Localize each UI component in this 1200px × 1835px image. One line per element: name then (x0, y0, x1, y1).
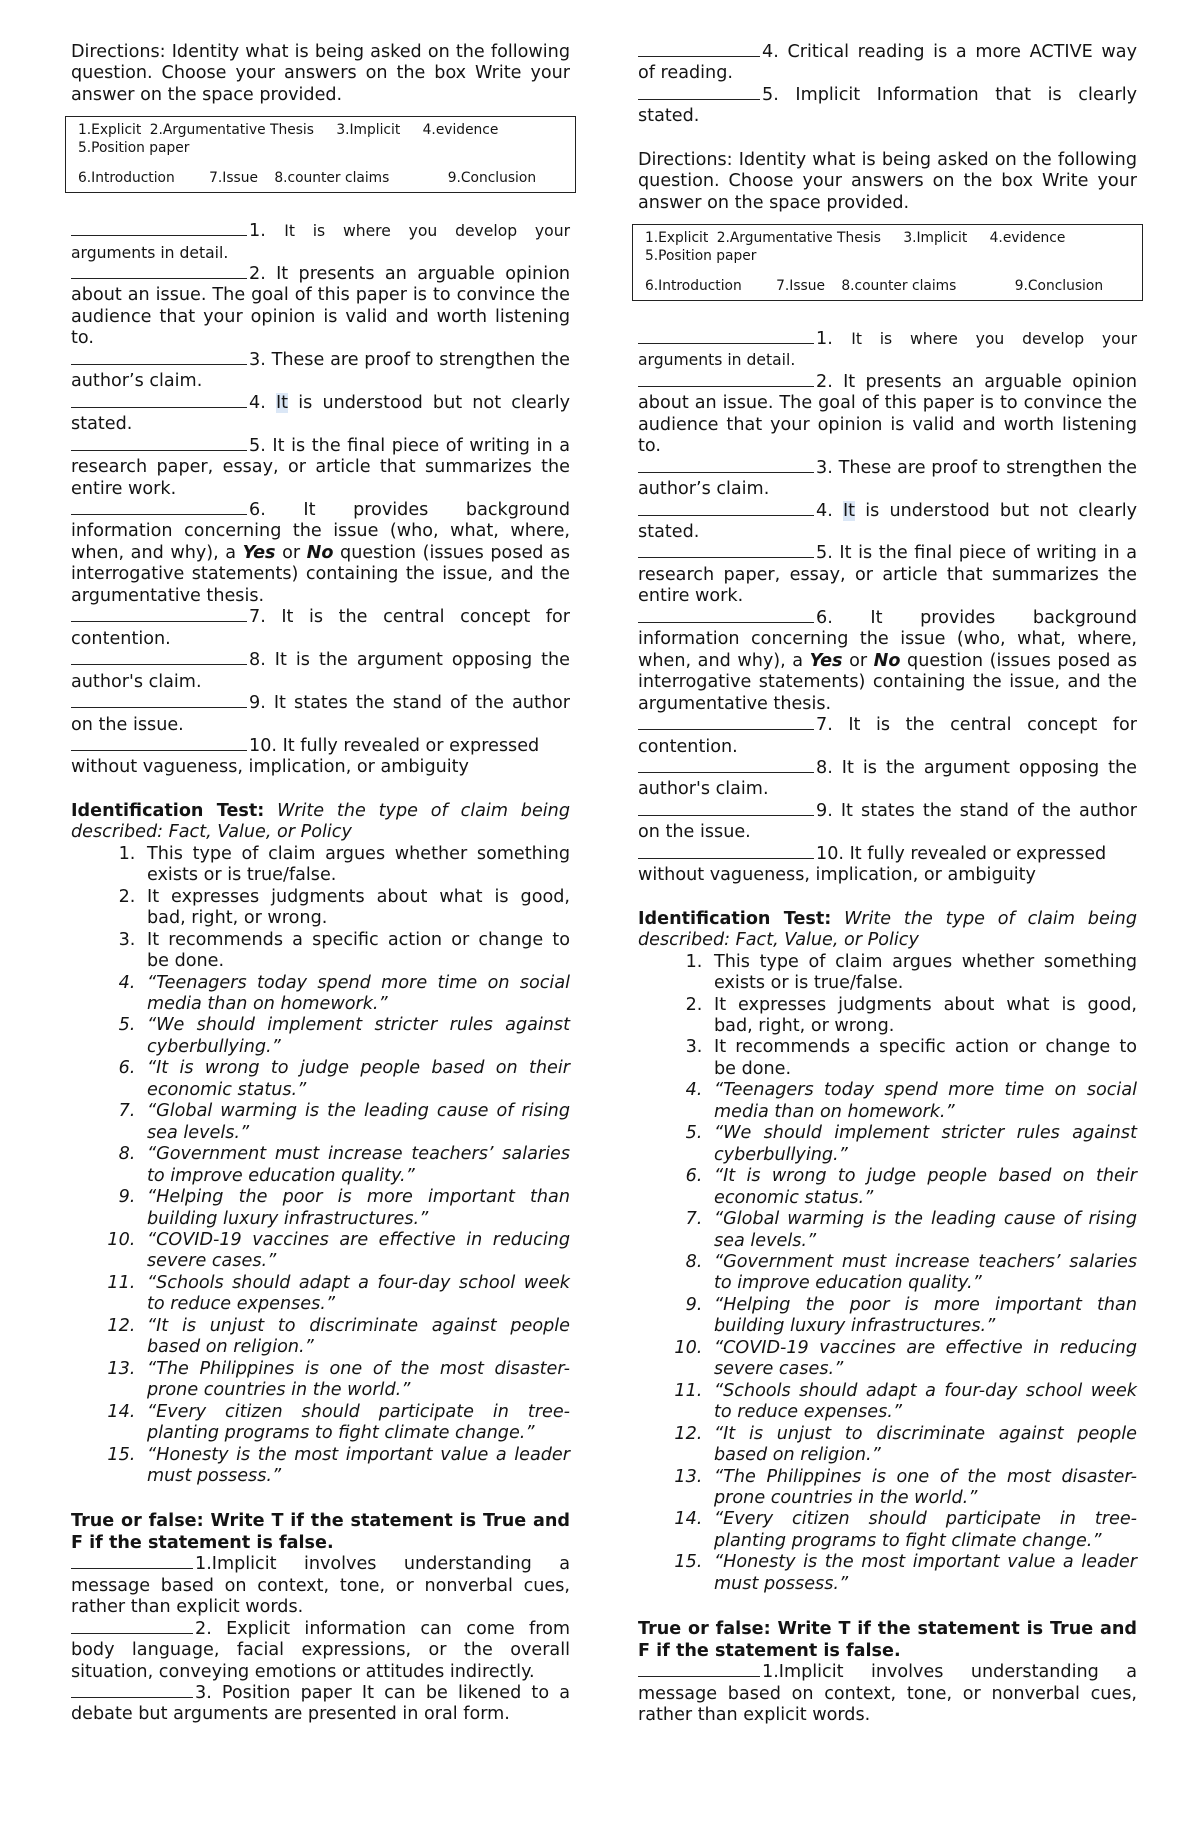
choices-row-3 (645, 278, 1130, 296)
list-item: 10. “COVID-19 vaccines are effective in reducing severe cases.” (141, 1230, 570, 1273)
answer-blank[interactable] (71, 650, 247, 665)
answer-blank[interactable] (638, 543, 814, 558)
answer-blank[interactable] (638, 42, 760, 57)
list-item: 2. It expresses judgments about what is good, bad, right, or wrong. (141, 887, 570, 930)
choice-implicit: 3.Implicit (336, 122, 401, 139)
choice-introduction: 6.Introduction (645, 278, 742, 295)
choice-conclusion: 9.Conclusion (447, 170, 537, 187)
list-item: 4. “Teenagers today spend more time on social media than on homework.” (141, 973, 570, 1016)
match-item-8: 8. It is the argument opposing the author's claim. (71, 650, 570, 692)
match-item-8: 8. It is the argument opposing the author's claim. (638, 758, 1137, 800)
match-item-4: 4. It is understood but not clearly stated. (638, 500, 1137, 543)
list-item: 15. “Honesty is the most important value a leader must possess.” (141, 1445, 570, 1488)
match-item-4: 4. It is understood but not clearly stated. (71, 392, 570, 435)
directions-repeat: Directions: Identity what is being asked on the following question. Choose your answers on the box Write your answer on the space provided. (638, 149, 1137, 213)
answer-blank[interactable] (638, 801, 814, 816)
identification-list (638, 952, 1137, 1596)
answer-blank[interactable] (638, 1662, 760, 1677)
identification-instructions: Identification Test: Write the type of claim being described: Fact, Value, or Policy (638, 908, 1137, 951)
match-item-7: 7. It is the central concept for contention. (71, 607, 570, 649)
tf-item-3: 3. Position paper It can be likened to a debate but arguments are presented in oral form. (71, 1683, 570, 1725)
choice-conclusion: 9.Conclusion (1014, 278, 1104, 295)
answer-blank[interactable] (638, 715, 814, 730)
list-item: 10. “COVID-19 vaccines are effective in reducing severe cases.” (708, 1338, 1137, 1381)
list-item: 13. “The Philippines is one of the most disaster-prone countries in the world.” (708, 1467, 1137, 1510)
list-item: 7. “Global warming is the leading cause of rising sea levels.” (708, 1209, 1137, 1252)
choice-argumentative-thesis: 2.Argumentative Thesis (149, 122, 314, 139)
choice-implicit: 3.Implicit (903, 230, 968, 247)
tf-item-4: 4. Critical reading is a more ACTIVE way of reading. (638, 42, 1137, 84)
match-item-3: 3. These are proof to strengthen the author’s claim. (71, 349, 570, 392)
list-item: 3. It recommends a specific action or change to be done. (141, 930, 570, 973)
answer-blank[interactable] (638, 85, 760, 100)
choices-box-repeat (632, 224, 1143, 301)
match-item-6: 6. It provides background information concerning the issue (who, what, where, when, and why), a Yes or No question (issues posed as interrogative statements) containing the issue, and the argumentative thesis. (71, 500, 570, 606)
list-item: 4. “Teenagers today spend more time on social media than on homework.” (708, 1080, 1137, 1123)
answer-blank[interactable] (71, 264, 247, 279)
answer-blank[interactable] (71, 693, 247, 708)
choice-counter-claims: 8.counter claims (274, 170, 390, 187)
choice-position-paper: 5.Position paper (645, 248, 757, 265)
match-item-2: 2. It presents an arguable opinion about an issue. The goal of this paper is to convince the audience that your opinion is valid and worth listening to. (71, 264, 570, 349)
answer-blank[interactable] (638, 844, 814, 859)
list-item: 13. “The Philippines is one of the most disaster-prone countries in the world.” (141, 1359, 570, 1402)
choices-box (65, 116, 576, 193)
list-item: 14. “Every citizen should participate in tree-planting programs to fight climate change.” (708, 1509, 1137, 1552)
choices-row-1 (645, 230, 1130, 248)
choice-explicit: 1.Explicit (78, 122, 142, 139)
identification-instructions: Identification Test: Write the type of claim being described: Fact, Value, or Policy (71, 800, 570, 843)
tf-item-2: 2. Explicit information can come from body language, facial expressions, or the overall situation, conveying emotions or attitudes indirectly. (71, 1618, 570, 1682)
answer-blank[interactable] (638, 758, 814, 773)
match-item-9: 9. It states the stand of the author on the issue. (638, 800, 1137, 843)
list-item: 6. “It is wrong to judge people based on their economic status.” (141, 1058, 570, 1101)
list-item: 12. “It is unjust to discriminate against people based on religion.” (141, 1316, 570, 1359)
list-item: 2. It expresses judgments about what is good, bad, right, or wrong. (708, 995, 1137, 1038)
answer-blank[interactable] (71, 221, 247, 236)
tf-item-5: 5. Implicit Information that is clearly stated. (638, 84, 1137, 127)
choice-position-paper: 5.Position paper (78, 140, 190, 157)
list-item: 5. “We should implement stricter rules against cyberbullying.” (141, 1015, 570, 1058)
choice-issue: 7.Issue (209, 170, 258, 187)
answer-blank[interactable] (71, 736, 247, 751)
list-item: 6. “It is wrong to judge people based on their economic status.” (708, 1166, 1137, 1209)
answer-blank[interactable] (638, 608, 814, 623)
choice-introduction: 6.Introduction (78, 170, 175, 187)
choice-argumentative-thesis: 2.Argumentative Thesis (716, 230, 881, 247)
match-item-7: 7. It is the central concept for contention. (638, 715, 1137, 757)
answer-blank[interactable] (71, 436, 247, 451)
match-item-10: 10. It fully revealed or expressed without vagueness, implication, or ambiguity (71, 736, 540, 778)
choices-row-3 (78, 170, 563, 188)
answer-blank[interactable] (71, 500, 247, 515)
match-item-5: 5. It is the final piece of writing in a research paper, essay, or article that summarizes the entire work. (638, 543, 1137, 607)
true-false-heading: True or false: Write T if the statement is True and F if the statement is false. (71, 1511, 570, 1553)
choices-row-1 (78, 122, 563, 140)
answer-blank[interactable] (638, 501, 814, 516)
choice-evidence: 4.evidence (989, 230, 1066, 247)
match-item-1: 1. It is where you develop your arguments in detail. (638, 328, 1137, 370)
list-item: 15. “Honesty is the most important value a leader must possess.” (708, 1552, 1137, 1595)
choice-explicit: 1.Explicit (645, 230, 709, 247)
answer-blank[interactable] (71, 1554, 193, 1569)
answer-blank[interactable] (638, 329, 814, 344)
list-item: 5. “We should implement stricter rules against cyberbullying.” (708, 1123, 1137, 1166)
identification-list (71, 844, 570, 1488)
answer-blank[interactable] (638, 372, 814, 387)
list-item: 11. “Schools should adapt a four-day school week to reduce expenses.” (708, 1381, 1137, 1424)
tf-item-1: 1.Implicit involves understanding a message based on context, tone, or nonverbal cues, rather than explicit words. (71, 1554, 570, 1618)
answer-blank[interactable] (71, 1683, 193, 1698)
answer-blank[interactable] (638, 458, 814, 473)
list-item: 9. “Helping the poor is more important than building luxury infrastructures.” (708, 1295, 1137, 1338)
match-item-9: 9. It states the stand of the author on the issue. (71, 693, 570, 735)
answer-blank[interactable] (71, 393, 247, 408)
true-false-heading: True or false: Write T if the statement is True and F if the statement is false. (638, 1619, 1137, 1661)
match-item-6: 6. It provides background information concerning the issue (who, what, where, when, and why), a Yes or No question (issues posed as interrogative statements) containing the issue, and the argumentative thesis. (638, 607, 1137, 714)
match-item-10: 10. It fully revealed or expressed without vagueness, implication, or ambiguity (638, 843, 1107, 886)
answer-blank[interactable] (71, 350, 247, 365)
answer-blank[interactable] (71, 607, 247, 622)
left-column (71, 42, 570, 1726)
list-item: 7. “Global warming is the leading cause of rising sea levels.” (141, 1101, 570, 1144)
list-item: 11. “Schools should adapt a four-day school week to reduce expenses.” (141, 1273, 570, 1316)
directions: Directions: Identity what is being asked on the following question. Choose your answers on the box Write your answer on the space provided. (71, 42, 570, 105)
list-item: 8. “Government must increase teachers’ salaries to improve education quality.” (141, 1144, 570, 1187)
match-item-5: 5. It is the final piece of writing in a research paper, essay, or article that summarizes the entire work. (71, 435, 570, 499)
match-item-2: 2. It presents an arguable opinion about an issue. The goal of this paper is to convince the audience that your opinion is valid and worth listening to. (638, 371, 1137, 457)
right-column (638, 42, 1137, 1726)
list-item: 1. This type of claim argues whether something exists or is true/false. (141, 844, 570, 887)
answer-blank[interactable] (71, 1619, 193, 1634)
choice-counter-claims: 8.counter claims (841, 278, 957, 295)
tf-item-1: 1.Implicit involves understanding a message based on context, tone, or nonverbal cues, rather than explicit words. (638, 1662, 1137, 1726)
choice-issue: 7.Issue (776, 278, 825, 295)
list-item: 3. It recommends a specific action or change to be done. (708, 1037, 1137, 1080)
choice-evidence: 4.evidence (422, 122, 499, 139)
list-item: 9. “Helping the poor is more important than building luxury infrastructures.” (141, 1187, 570, 1230)
match-item-1: 1. It is where you develop your arguments in detail. (71, 221, 570, 262)
list-item: 8. “Government must increase teachers’ salaries to improve education quality.” (708, 1252, 1137, 1295)
list-item: 1. This type of claim argues whether something exists or is true/false. (708, 952, 1137, 995)
match-item-3: 3. These are proof to strengthen the author’s claim. (638, 457, 1137, 500)
list-item: 14. “Every citizen should participate in tree-planting programs to fight climate change.” (141, 1402, 570, 1445)
list-item: 12. “It is unjust to discriminate against people based on religion.” (708, 1424, 1137, 1467)
